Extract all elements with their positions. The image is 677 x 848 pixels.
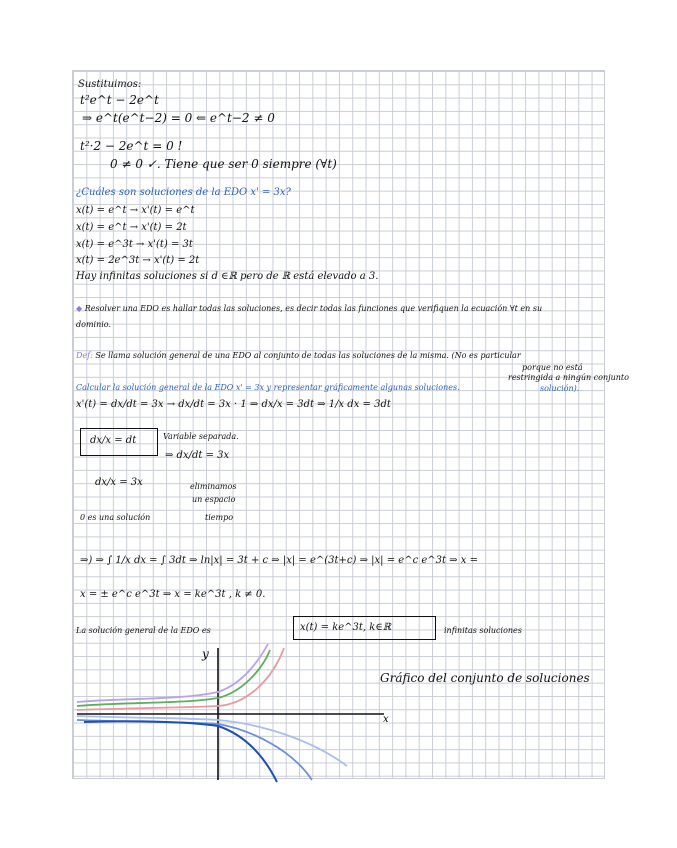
exercise-heading: Calcular la solución general de la EDO x' = 3x y representar gráficamente algunas soluciones. xyxy=(76,383,460,392)
definition-text: Se llama solución general de una EDO al conjunto de todas las soluciones de la misma. (No es particular xyxy=(95,351,521,360)
text-line: La solución general de la EDO es xyxy=(76,626,211,635)
solution-curve-midblue xyxy=(77,720,312,780)
text-line: x'(t) = dx/dt = 3x → dx/dt = 3x · 1 ⇒ dx/x = 3dt ⇒ 1/x dx = 3dt xyxy=(76,399,391,410)
paragraph-text: Resolver una EDO es hallar todas las soluciones, es decir todas las funciones que verifiquen la ecuación ∀t en su xyxy=(84,304,543,313)
x-axis-label: x xyxy=(383,714,389,725)
text-line: Sustituimos: xyxy=(78,79,142,90)
text-line: ⇒) ⇒ ∫ 1/x dx = ∫ 3dt ⇒ ln|x| = 3t + c ⇒ |x| = e^(3t+c) ⇒ |x| = e^c e^3t ⇒ x = xyxy=(80,555,478,566)
text-line: infinitas soluciones xyxy=(444,626,522,635)
text-line: ⇒ e^t(e^t−2) = 0 ⇐ e^t−2 ≠ 0 xyxy=(82,111,275,125)
text-line: porque no está xyxy=(522,363,583,372)
question-heading: ¿Cuáles son soluciones de la EDO x' = 3x? xyxy=(76,187,291,198)
highlight-word: ◆ xyxy=(76,304,85,313)
text-line: x(t) = e^t → x'(t) = e^t xyxy=(76,205,195,216)
text-line: tiempo xyxy=(205,513,234,522)
text-line: x = ± e^c e^3t ⇒ x = ke^3t , k ≠ 0. xyxy=(80,589,266,600)
solution-curve-darkblue xyxy=(84,721,277,782)
text-line: x(t) = e^3t → x'(t) = 3t xyxy=(76,239,193,250)
text-line: x(t) = 2e^3t → x'(t) = 2t xyxy=(76,255,200,266)
solution-curve-purple xyxy=(77,644,268,702)
graph-caption: Gráfico del conjunto de soluciones xyxy=(380,671,590,685)
text-line: t²e^t − 2e^t xyxy=(80,93,159,107)
text-line: t²·2 − 2e^t = 0 ! xyxy=(80,139,183,153)
solutions-graph xyxy=(72,640,402,785)
text-line: 0 ≠ 0 ✓. Tiene que ser 0 siempre (∀t) xyxy=(110,157,337,171)
text-line: solución). xyxy=(540,384,580,393)
text-line: dx/x = dt xyxy=(90,435,137,446)
text-line: Hay infinitas soluciones si d ∈ℝ pero de ℝ está elevado a 3. xyxy=(76,271,379,282)
text-line: Variable separada. xyxy=(163,432,239,441)
text-line: eliminamos xyxy=(190,482,237,491)
text-line: ⇒ dx/dt = 3x xyxy=(165,450,230,461)
text-line: 0 es una solución xyxy=(80,513,151,522)
text-line xyxy=(76,305,542,313)
text-line: dx/x = 3x xyxy=(95,477,143,488)
text-line: restringida a ningún conjunto xyxy=(508,373,629,382)
text-line: x(t) = e^t → x'(t) = 2t xyxy=(76,222,187,233)
text-line: x(t) = ke^3t, k∈ℝ xyxy=(300,622,392,633)
definition-line xyxy=(76,352,521,360)
y-axis-label: y xyxy=(202,647,209,661)
definition-label: Def: xyxy=(76,351,93,360)
text-line: un espacio xyxy=(192,495,236,504)
text-line: dominio. xyxy=(76,320,112,329)
